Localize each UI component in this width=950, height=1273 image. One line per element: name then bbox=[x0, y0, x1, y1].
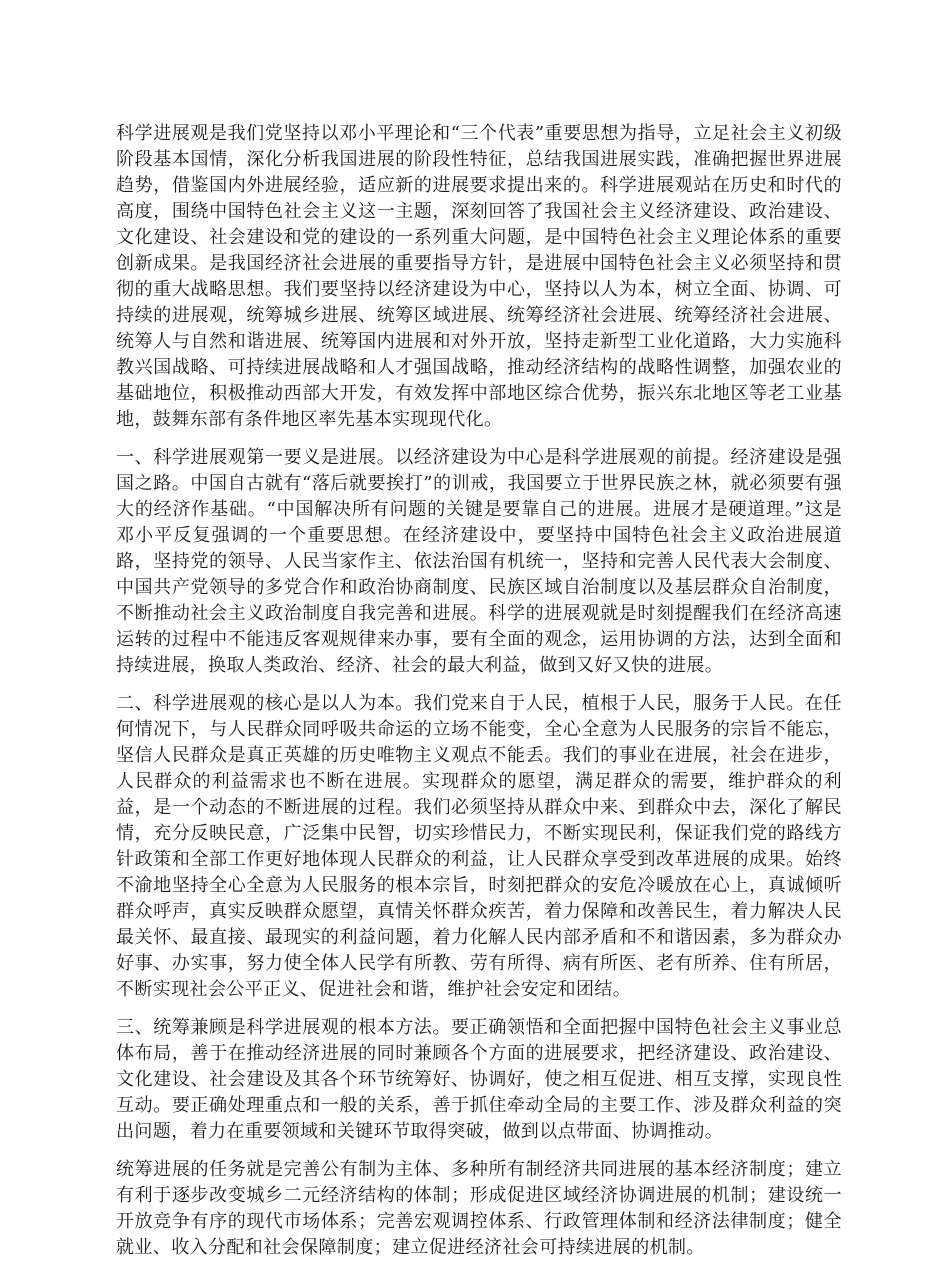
document-body bbox=[116, 121, 842, 1273]
closing-paragraph: 统筹进展的任务就是完善公有制为主体、多种所有制经济共同进展的基本经济制度；建立有利于逐步改变城乡二元经济结构的体制；形成促进区域经济协调进展的机制；建设统一开放竞争有序的现代市场体系；完善宏观调控体系、行政管理体制和经济法律制度；健全就业、收入分配和社会保障制度；建立促进经济社会可持续进展的机制。 bbox=[116, 1159, 842, 1258]
section-one-paragraph: 一、科学进展观第一要义是进展。以经济建设为中心是科学进展观的前提。经济建设是强国之路。中国自古就有“落后就要挨打”的训戒，我国要立于世界民族之林，就必须要有强大的经济作基础。“中国解决所有问题的关键是要靠自己的进展。进展才是硬道理。”这是邓小平反复强调的一个重要思想。在经济建设中，要坚持中国特色社会主义政治进展道路，坚持党的领导、人民当家作主、依法治国有机统一，坚持和完善人民代表大会制度、中国共产党领导的多党合作和政治协商制度、民族区域自治制度以及基层群众自治制度，不断推动社会主义政治制度自我完善和进展。科学的进展观就是时刻提醒我们在经济高速运转的过程中不能违反客观规律来办事，要有全面的观念，运用协调的方法，达到全面和持续进展，换取人类政治、经济、社会的最大利益，做到又好又快的进展。 bbox=[116, 447, 842, 676]
section-two-paragraph: 二、科学进展观的核心是以人为本。我们党来自于人民，植根于人民，服务于人民。在任何情况下，与人民群众同呼吸共命运的立场不能变，全心全意为人民服务的宗旨不能忘，坚信人民群众是真正英雄的历史唯物主义观点不能丢。我们的事业在进展，社会在进步，人民群众的利益需求也不断在进展。实现群众的愿望，满足群众的需要，维护群众的利益，是一个动态的不断进展的过程。我们必须坚持从群众中来、到群众中去，深化了解民情，充分反映民意，广泛集中民智，切实珍惜民力，不断实现民利，保证我们党的路线方针政策和全部工作更好地体现人民群众的利益，让人民群众享受到改革进展的成果。始终不渝地坚持全心全意为人民服务的根本宗旨，时刻把群众的安危冷暖放在心上，真诚倾听群众呼声，真实反映群众愿望，真情关怀群众疾苦，着力保障和改善民生，着力解决人民最关怀、最直接、最现实的利益问题，着力化解人民内部矛盾和不和谐因素，多为群众办好事、办实事，努力使全体人民学有所教、劳有所得、病有所医、老有所养、住有所居，不断实现社会公平正义、促进社会和谐，维护社会安定和团结。 bbox=[116, 693, 842, 1000]
section-three-paragraph: 三、统筹兼顾是科学进展观的根本方法。要正确领悟和全面把握中国特色社会主义事业总体布局，善于在推动经济进展的同时兼顾各个方面的进展要求，把经济建设、政治建设、文化建设、社会建设及其各个环节统筹好、协调好，使之相互促进、相互支撑，实现良性互动。要正确处理重点和一般的关系，善于抓住牵动全局的主要工作、涉及群众利益的突出问题，着力在重要领域和关键环节取得突破，做到以点带面、协调推动。 bbox=[116, 1017, 842, 1142]
intro-paragraph: 科学进展观是我们党坚持以邓小平理论和“三个代表”重要思想为指导，立足社会主义初级阶段基本国情，深化分析我国进展的阶段性特征，总结我国进展实践，准确把握世界进展趋势，借鉴国内外进展经验，适应新的进展要求提出来的。科学进展观站在历史和时代的高度，围绕中国特色社会主义这一主题，深刻回答了我国社会主义经济建设、政治建设、文化建设、社会建设和党的建设的一系列重大问题，是中国特色社会主义理论体系的重要创新成果。是我国经济社会进展的重要指导方针，是进展中国特色社会主义必须坚持和贯彻的重大战略思想。我们要坚持以经济建设为中心，坚持以人为本，树立全面、协调、可持续的进展观，统筹城乡进展、统筹区域进展、统筹经济社会进展、统筹经济社会进展、统筹人与自然和谐进展、统筹国内进展和对外开放，坚持走新型工业化道路，大力实施科教兴国战略、可持续进展战略和人才强国战略，推动经济结构的战略性调整，加强农业的基础地位，积极推动西部大开发，有效发挥中部地区综合优势，振兴东北地区等老工业基地，鼓舞东部有条件地区率先基本实现现代化。 bbox=[116, 123, 842, 430]
